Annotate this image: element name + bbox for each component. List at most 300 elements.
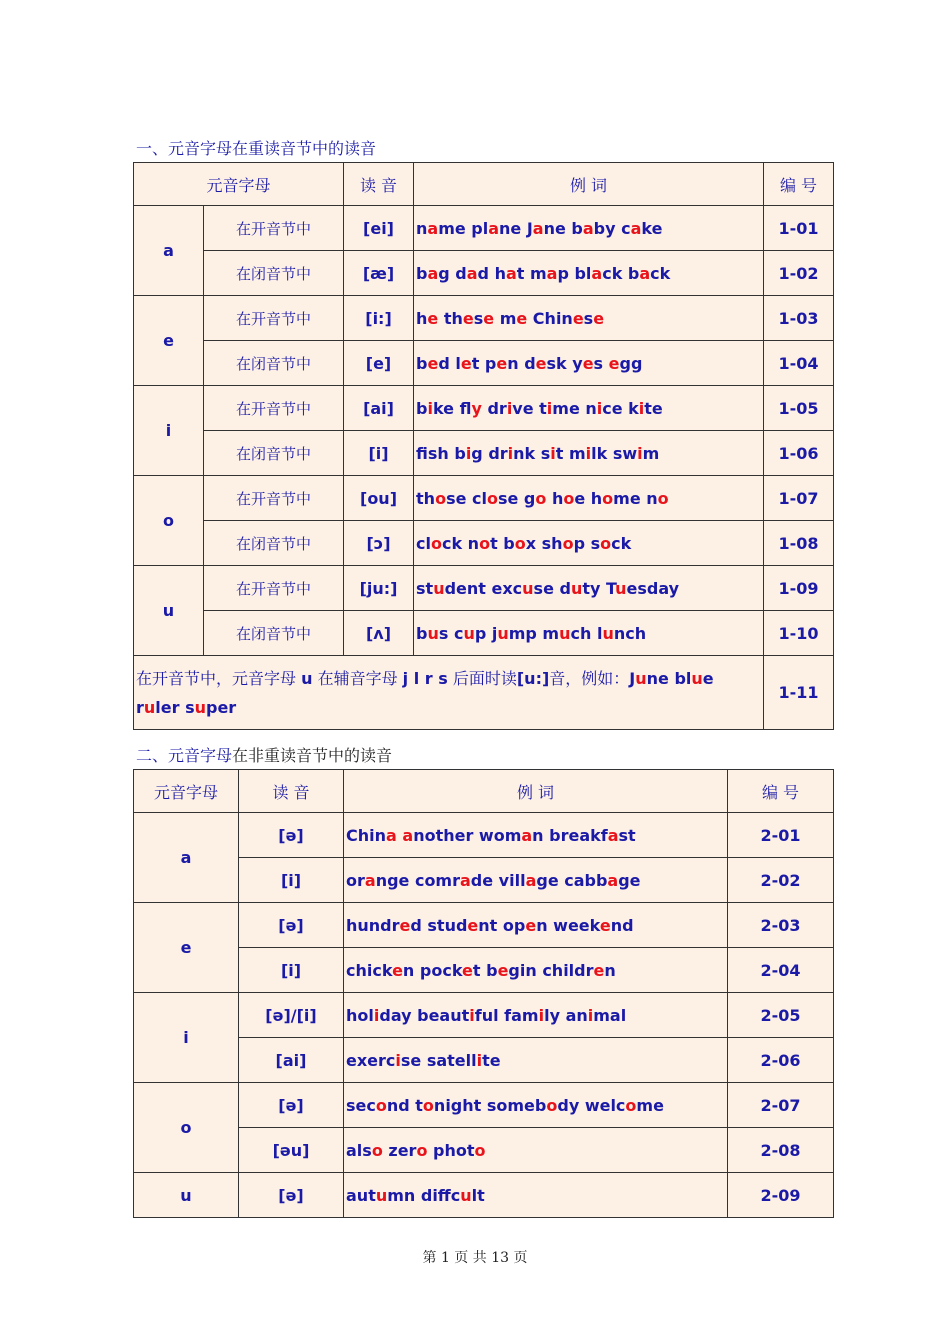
example-fragment: e: [462, 308, 474, 328]
table-row: [134, 431, 834, 476]
entry-number: 2-05: [728, 993, 834, 1038]
phonetic: [i]: [239, 948, 344, 993]
example-words: [344, 813, 728, 858]
vowel-letter: e: [134, 296, 204, 386]
example-fragment: i: [637, 443, 643, 463]
example-words: [414, 476, 764, 521]
example-fragment: a: [427, 263, 439, 283]
table-row: [134, 1038, 834, 1083]
phonetic: [ə]: [239, 903, 344, 948]
example-fragment: cl: [416, 533, 431, 553]
example-fragment: nother wom: [413, 825, 522, 845]
example-fragment: s: [593, 353, 609, 373]
vowel-letter: u: [134, 566, 204, 656]
example-fragment: ke: [641, 218, 663, 238]
example-fragment: b: [416, 263, 428, 283]
example-fragment: i: [465, 443, 472, 463]
example-fragment: mp m: [508, 623, 560, 643]
example-fragment: nd t: [386, 1095, 423, 1115]
phonetic: [e]: [344, 341, 414, 386]
example-fragment: i: [395, 1050, 401, 1070]
syllable-type: 在开音节中: [204, 206, 344, 251]
table-row: [134, 251, 834, 296]
example-fragment: ve t: [512, 398, 547, 418]
vowel-letter: o: [134, 1083, 239, 1173]
example-fragment: a: [466, 263, 478, 283]
example-fragment: me n: [552, 398, 597, 418]
example-words: [414, 521, 764, 566]
table-row: [134, 341, 834, 386]
example-fragment: a: [505, 263, 517, 283]
example-fragment: i: [546, 398, 553, 418]
phonetic: [ou]: [344, 476, 414, 521]
note-text: [134, 656, 764, 730]
syllable-type: 在闭音节中: [204, 521, 344, 566]
example-fragment: zer: [382, 1140, 417, 1160]
syllable-type: 在开音节中: [204, 566, 344, 611]
section2-title-b: 在非重读音节中的读音: [232, 746, 393, 765]
example-fragment: o: [474, 1140, 486, 1160]
example-fragment: h: [546, 488, 564, 508]
vowel-letter: e: [134, 903, 239, 993]
example-fragment: e: [525, 915, 537, 935]
example-fragment: ty T: [582, 578, 616, 598]
example-fragment: per: [206, 697, 237, 717]
example-words: [344, 858, 728, 903]
phonetic: [i]: [344, 431, 414, 476]
phonetic: [ai]: [344, 386, 414, 431]
example-fragment: u: [427, 623, 439, 643]
entry-number: 1-11: [764, 656, 834, 730]
example-fragment: st: [618, 825, 636, 845]
example-fragment: ch l: [570, 623, 603, 643]
col-header-number: 编 号: [764, 163, 834, 206]
example-fragment: nch: [613, 623, 647, 643]
example-fragment: als: [346, 1140, 372, 1160]
example-fragment: ly an: [544, 1005, 588, 1025]
entry-number: 2-02: [728, 858, 834, 903]
example-fragment: ke fl: [432, 398, 472, 418]
table-row: [134, 858, 834, 903]
example-fragment: nge comr: [375, 870, 460, 890]
example-fragment: i: [587, 1005, 594, 1025]
example-words: [344, 1173, 728, 1218]
example-fragment: dent exc: [444, 578, 523, 598]
example-fragment: de vill: [470, 870, 526, 890]
phonetic: [æ]: [344, 251, 414, 296]
example-fragment: i: [538, 1005, 545, 1025]
example-words: [344, 993, 728, 1038]
example-fragment: e: [582, 353, 594, 373]
section2-title-a: 二、元音字母: [136, 746, 233, 765]
example-fragment: b: [416, 398, 428, 418]
phonetic: [ə]: [239, 813, 344, 858]
example-fragment: ce k: [602, 398, 639, 418]
example-fragment: e: [462, 960, 473, 980]
example-fragment: o: [479, 533, 491, 553]
example-words: [344, 903, 728, 948]
table-row: [134, 206, 834, 251]
example-fragment: s: [583, 308, 594, 328]
vowel-letter: o: [134, 476, 204, 566]
example-fragment: dy welc: [557, 1095, 626, 1115]
example-fragment: g d: [438, 263, 467, 283]
example-fragment: j l r s: [402, 668, 448, 688]
note-row: [134, 656, 834, 730]
example-fragment: a: [488, 218, 500, 238]
example-fragment: ge: [618, 870, 641, 890]
example-words: [414, 566, 764, 611]
example-fragment: se satell: [400, 1050, 477, 1070]
example-fragment: n: [416, 218, 428, 238]
example-fragment: i: [585, 443, 592, 463]
example-fragment: ler s: [155, 697, 195, 717]
example-words: [344, 1038, 728, 1083]
phonetic: [ai]: [239, 1038, 344, 1083]
entry-number: 1-03: [764, 296, 834, 341]
example-fragment: t m: [555, 443, 586, 463]
example-fragment: nt op: [478, 915, 526, 935]
syllable-type: 在闭音节中: [204, 341, 344, 386]
stressed-vowel-table: [133, 162, 834, 730]
example-fragment: i: [638, 398, 645, 418]
table-row: [134, 948, 834, 993]
table-row: [134, 566, 834, 611]
example-fragment: a: [582, 218, 594, 238]
section1-title: [136, 136, 376, 159]
example-fragment: t b: [472, 960, 498, 980]
example-fragment: u: [615, 578, 627, 598]
example-fragment: dr: [481, 398, 507, 418]
example-fragment: n d: [507, 353, 536, 373]
example-fragment: ck n: [441, 533, 480, 553]
example-fragment: sec: [346, 1095, 376, 1115]
example-fragment: ck: [650, 263, 671, 283]
example-fragment: d stud: [410, 915, 468, 935]
example-fragment: a: [460, 870, 471, 890]
phonetic: [ju:]: [344, 566, 414, 611]
syllable-type: 在开音节中: [204, 476, 344, 521]
example-fragment: i: [373, 1005, 380, 1025]
vowel-letter: i: [134, 386, 204, 476]
table-row: [134, 611, 834, 656]
example-fragment: i: [427, 398, 433, 418]
section2-title: [136, 743, 392, 766]
example-fragment: e: [460, 353, 472, 373]
example-words: [414, 296, 764, 341]
example-fragment: e: [593, 960, 605, 980]
example-fragment: u: [375, 1185, 388, 1205]
example-fragment: a: [525, 870, 537, 890]
example-fragment: mal: [593, 1005, 627, 1025]
example-fragment: ful fam: [474, 1005, 539, 1025]
example-fragment: a: [532, 218, 544, 238]
example-fragment: a: [427, 218, 439, 238]
example-fragment: o: [546, 1095, 558, 1115]
example-fragment: p j: [474, 623, 498, 643]
example-fragment: e: [392, 960, 403, 980]
example-fragment: e: [593, 308, 605, 328]
example-fragment: e: [535, 353, 547, 373]
example-words: [344, 1128, 728, 1173]
example-words: [414, 251, 764, 296]
example-fragment: Chin: [527, 308, 573, 328]
example-fragment: u: [463, 623, 475, 643]
example-fragment: e: [483, 308, 495, 328]
example-fragment: i: [507, 443, 514, 463]
table-row: [134, 386, 834, 431]
table-row: [134, 1083, 834, 1128]
example-fragment: e: [496, 353, 508, 373]
phonetic: [əu]: [239, 1128, 344, 1173]
example-fragment: a: [607, 870, 619, 890]
example-fragment: u: [559, 623, 571, 643]
col-header-examples: 例 词: [344, 770, 728, 813]
entry-number: 1-07: [764, 476, 834, 521]
example-fragment: exerc: [346, 1050, 396, 1070]
example-fragment: a: [607, 825, 619, 845]
example-fragment: night someb: [433, 1095, 547, 1115]
example-fragment: esday: [626, 578, 680, 598]
example-fragment: u: [635, 668, 647, 688]
example-fragment: u: [497, 623, 509, 643]
example-fragment: e: [427, 308, 439, 328]
entry-number: 1-02: [764, 251, 834, 296]
example-fragment: nk s: [513, 443, 551, 463]
page-footer: 第 1 页 共 13 页: [422, 1250, 528, 1266]
example-fragment: a: [639, 263, 651, 283]
table-row: [134, 476, 834, 521]
example-fragment: e: [702, 668, 714, 688]
example-words: [414, 206, 764, 251]
example-fragment: [u:]: [516, 668, 550, 688]
example-fragment: by c: [593, 218, 631, 238]
example-fragment: n pock: [402, 960, 463, 980]
example-words: [414, 431, 764, 476]
example-fragment: d h: [477, 263, 506, 283]
example-fragment: o: [625, 1095, 637, 1115]
entry-number: 1-08: [764, 521, 834, 566]
example-fragment: ne bl: [646, 668, 692, 688]
example-fragment: m: [494, 308, 517, 328]
syllable-type: 在闭音节中: [204, 251, 344, 296]
entry-number: 1-05: [764, 386, 834, 431]
example-fragment: i: [550, 443, 556, 463]
syllable-type: 在开音节中: [204, 386, 344, 431]
example-fragment: e: [599, 915, 611, 935]
phonetic: [i:]: [344, 296, 414, 341]
example-fragment: a: [546, 263, 558, 283]
example-fragment: phot: [427, 1140, 475, 1160]
entry-number: 2-07: [728, 1083, 834, 1128]
example-fragment: s c: [438, 623, 464, 643]
syllable-type: 在闭音节中: [204, 431, 344, 476]
example-fragment: st: [416, 578, 434, 598]
example-fragment: a: [386, 825, 397, 845]
example-fragment: me pl: [438, 218, 489, 238]
example-fragment: i: [476, 1050, 483, 1070]
example-fragment: nd: [610, 915, 634, 935]
example-fragment: g dr: [471, 443, 508, 463]
example-fragment: u: [301, 668, 313, 688]
example-fragment: sh b: [427, 443, 466, 463]
example-fragment: hundr: [346, 915, 400, 935]
example-fragment: o: [435, 488, 447, 508]
example-words: [344, 1083, 728, 1128]
example-fragment: m: [642, 443, 660, 463]
example-fragment: a: [521, 825, 533, 845]
example-fragment: o: [430, 533, 442, 553]
example-fragment: se d: [533, 578, 571, 598]
example-fragment: u: [602, 623, 614, 643]
vowel-letter: i: [134, 993, 239, 1083]
section1-title-text: 一、元音字母在重读音节中的读音: [136, 139, 377, 158]
example-fragment: i: [596, 398, 603, 418]
example-fragment: lk sw: [591, 443, 638, 463]
example-fragment: o: [563, 488, 575, 508]
entry-number: 1-10: [764, 611, 834, 656]
phonetic: [ə]/[i]: [239, 993, 344, 1038]
vowel-letter: u: [134, 1173, 239, 1218]
table-row: [134, 993, 834, 1038]
example-fragment: ne J: [499, 218, 533, 238]
entry-number: 2-01: [728, 813, 834, 858]
example-fragment: e: [467, 915, 479, 935]
example-fragment: y: [471, 398, 482, 418]
example-fragment: u: [433, 578, 445, 598]
example-fragment: o: [535, 488, 547, 508]
example-words: [414, 611, 764, 656]
example-fragment: r: [136, 697, 144, 717]
example-fragment: n breakf: [532, 825, 608, 845]
example-fragment: te: [482, 1050, 501, 1070]
example-fragment: n week: [536, 915, 600, 935]
example-fragment: o: [602, 488, 614, 508]
example-words: [344, 948, 728, 993]
example-fragment: o: [416, 1140, 428, 1160]
example-fragment: u: [570, 578, 583, 598]
example-fragment: hol: [346, 1005, 374, 1025]
phonetic: [ʌ]: [344, 611, 414, 656]
example-fragment: u: [460, 1185, 472, 1205]
example-fragment: gg: [619, 353, 643, 373]
example-fragment: J: [629, 668, 636, 688]
example-fragment: d l: [438, 353, 461, 373]
example-fragment: 在开音节中，元音字母: [136, 668, 302, 688]
col-header-sound: 读 音: [239, 770, 344, 813]
example-fragment: me: [636, 1095, 664, 1115]
example-fragment: a: [591, 263, 603, 283]
table-row: [134, 521, 834, 566]
entry-number: 2-09: [728, 1173, 834, 1218]
example-fragment: day beaut: [379, 1005, 470, 1025]
example-fragment: p s: [573, 533, 601, 553]
example-fragment: lt: [471, 1185, 485, 1205]
table-row: [134, 296, 834, 341]
example-fragment: ck b: [602, 263, 640, 283]
example-words: [414, 386, 764, 431]
example-fragment: t m: [516, 263, 547, 283]
example-fragment: gin childr: [508, 960, 594, 980]
example-fragment: e: [427, 353, 439, 373]
example-fragment: a: [402, 825, 414, 845]
entry-number: 2-04: [728, 948, 834, 993]
example-fragment: t b: [490, 533, 515, 553]
col-header-sound: 读 音: [344, 163, 414, 206]
phonetic: [i]: [239, 858, 344, 903]
example-fragment: s: [473, 308, 484, 328]
phonetic: [ɔ]: [344, 521, 414, 566]
col-header-number: 编 号: [728, 770, 834, 813]
example-fragment: 在辅音字母: [312, 668, 403, 688]
phonetic: [ə]: [239, 1083, 344, 1128]
entry-number: 1-01: [764, 206, 834, 251]
example-fragment: o: [486, 488, 498, 508]
example-fragment: chick: [346, 960, 393, 980]
example-fragment: x sh: [525, 533, 563, 553]
vowel-letter: a: [134, 813, 239, 903]
example-fragment: a: [630, 218, 642, 238]
example-fragment: se g: [497, 488, 536, 508]
entry-number: 1-06: [764, 431, 834, 476]
example-fragment: ck: [611, 533, 632, 553]
example-fragment: te: [644, 398, 663, 418]
example-fragment: o: [562, 533, 574, 553]
example-fragment: h: [416, 308, 428, 328]
entry-number: 2-08: [728, 1128, 834, 1173]
example-fragment: o: [371, 1140, 383, 1160]
unstressed-vowel-table: [133, 769, 834, 1218]
example-fragment: n: [604, 960, 616, 980]
example-fragment: th: [416, 488, 436, 508]
example-fragment: sk y: [546, 353, 583, 373]
example-fragment: ge cabb: [536, 870, 608, 890]
col-header-vowel: 元音字母: [134, 770, 239, 813]
table-row: [134, 1128, 834, 1173]
table-row: [134, 903, 834, 948]
entry-number: 1-09: [764, 566, 834, 611]
syllable-type: 在闭音节中: [204, 611, 344, 656]
syllable-type: 在开音节中: [204, 296, 344, 341]
example-fragment: e: [497, 960, 509, 980]
example-fragment: mn diffc: [387, 1185, 461, 1205]
example-fragment: 后面时读: [447, 668, 517, 688]
example-fragment: o: [422, 1095, 434, 1115]
example-fragment: e h: [574, 488, 603, 508]
example-fragment: o: [657, 488, 669, 508]
example-fragment: a: [364, 870, 376, 890]
example-fragment: e: [608, 353, 620, 373]
col-header-examples: 例 词: [414, 163, 764, 206]
example-fragment: o: [514, 533, 526, 553]
entry-number: 2-03: [728, 903, 834, 948]
example-fragment: e: [572, 308, 584, 328]
example-fragment: t p: [471, 353, 497, 373]
vowel-letter: a: [134, 206, 204, 296]
example-fragment: b: [416, 353, 428, 373]
example-fragment: i: [506, 398, 513, 418]
example-fragment: or: [346, 870, 365, 890]
entry-number: 1-04: [764, 341, 834, 386]
col-header-vowel: 元音字母: [134, 163, 344, 206]
example-fragment: se cl: [446, 488, 487, 508]
example-fragment: 音，例如：: [549, 668, 630, 688]
example-fragment: f: [416, 443, 428, 463]
example-fragment: o: [600, 533, 612, 553]
example-fragment: o: [375, 1095, 387, 1115]
phonetic: [ei]: [344, 206, 414, 251]
example-fragment: Chin: [346, 825, 387, 845]
